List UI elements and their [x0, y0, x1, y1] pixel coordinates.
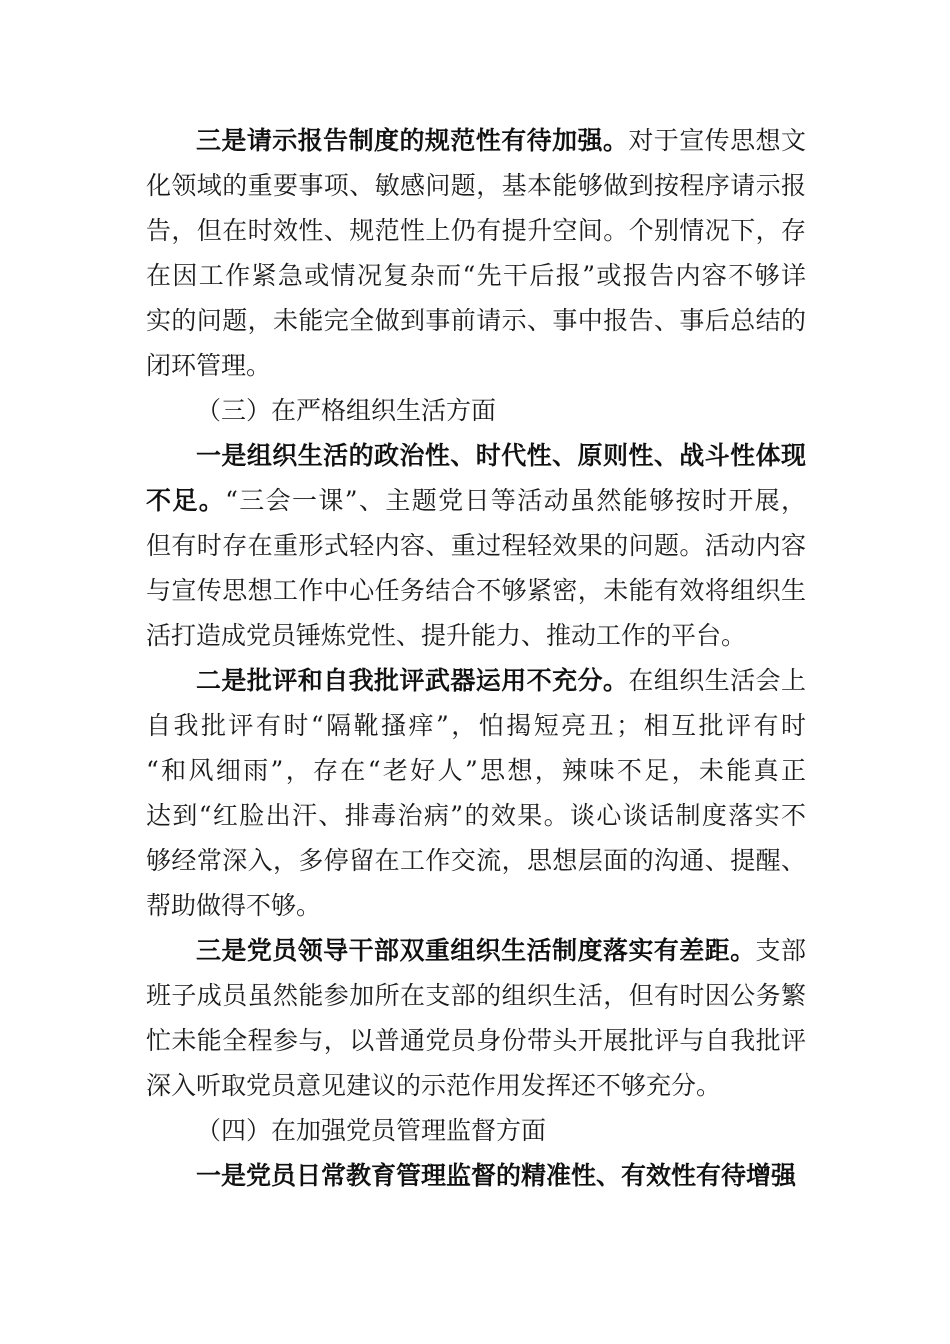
heading-text: （四）在加强党员管理监督方面 [196, 1116, 547, 1145]
bold-lead: 一是组织生活的政治性、时代性、原则性、战斗性体现 [196, 441, 806, 470]
line-text: 化领域的重要事项、敏感问题，基本能够做到按程序请示报 [146, 171, 806, 200]
bold-lead: 一是党员日常教育管理监督的精准性、有效性有待增强 [196, 1161, 797, 1190]
text-line [196, 928, 806, 973]
text-line [146, 613, 806, 658]
line-text: 在组织生活会上 [628, 666, 806, 695]
text-line [146, 478, 806, 523]
line-text: 够经常深入，多停留在工作交流，思想层面的沟通、提醒、 [146, 846, 806, 875]
line-text: 但有时存在重形式轻内容、重过程轻效果的问题。活动内容 [146, 531, 806, 560]
section-heading [196, 388, 806, 433]
text-line [196, 433, 806, 478]
line-text: 与宣传思想工作中心任务结合不够紧密，未能有效将组织生 [146, 576, 806, 605]
line-text: 忙未能全程参与，以普通党员身份带头开展批评与自我批评 [146, 1026, 806, 1055]
section-heading [196, 1108, 806, 1153]
text-line [146, 298, 806, 343]
text-line [196, 1153, 806, 1198]
bold-lead: 三是党员领导干部双重组织生活制度落实有差距。 [196, 936, 756, 965]
line-text: 活打造成党员锤炼党性、提升能力、推动工作的平台。 [146, 621, 747, 650]
text-line [146, 1018, 806, 1063]
text-line [146, 883, 806, 928]
text-line [146, 253, 806, 298]
text-line [146, 208, 806, 253]
line-text: 在因工作紧急或情况复杂而“先干后报”或报告内容不够详 [146, 261, 806, 290]
text-line [146, 793, 806, 838]
text-line [196, 658, 806, 703]
bold-lead: 三是请示报告制度的规范性有待加强。 [196, 126, 629, 155]
text-line [146, 838, 806, 883]
line-text: 对于宣传思想文 [628, 126, 806, 155]
line-text: 支部 [755, 936, 806, 965]
line-text: 班子成员虽然能参加所在支部的组织生活，但有时因公务繁 [146, 981, 806, 1010]
line-text: 帮助做得不够。 [146, 891, 322, 920]
text-line [146, 703, 806, 748]
line-text: 自我批评有时“隔靴搔痒”，怕揭短亮丑；相互批评有时 [146, 711, 806, 740]
line-text: 实的问题，未能完全做到事前请示、事中报告、事后总结的 [146, 306, 806, 335]
text-line [146, 523, 806, 568]
bold-lead: 不足。 [146, 486, 226, 515]
line-text: 闭环管理。 [146, 351, 272, 380]
line-text: 深入听取党员意见建议的示范作用发挥还不够充分。 [146, 1071, 722, 1100]
text-line [146, 973, 806, 1018]
text-line [146, 343, 806, 388]
heading-text: （三）在严格组织生活方面 [196, 396, 497, 425]
bold-lead: 二是批评和自我批评武器运用不充分。 [196, 666, 629, 695]
text-line [146, 163, 806, 208]
line-text: 告，但在时效性、规范性上仍有提升空间。个别情况下，存 [146, 216, 806, 245]
text-line [146, 568, 806, 613]
line-text: 达到“红脸出汗、排毒治病”的效果。谈心谈话制度落实不 [146, 801, 806, 830]
text-line [146, 748, 806, 793]
text-line [146, 1063, 806, 1108]
line-text: “和风细雨”，存在“老好人”思想，辣味不足，未能真正 [146, 756, 806, 785]
line-text: “三会一课”、主题党日等活动虽然能够按时开展， [225, 486, 806, 515]
text-line [196, 118, 806, 163]
